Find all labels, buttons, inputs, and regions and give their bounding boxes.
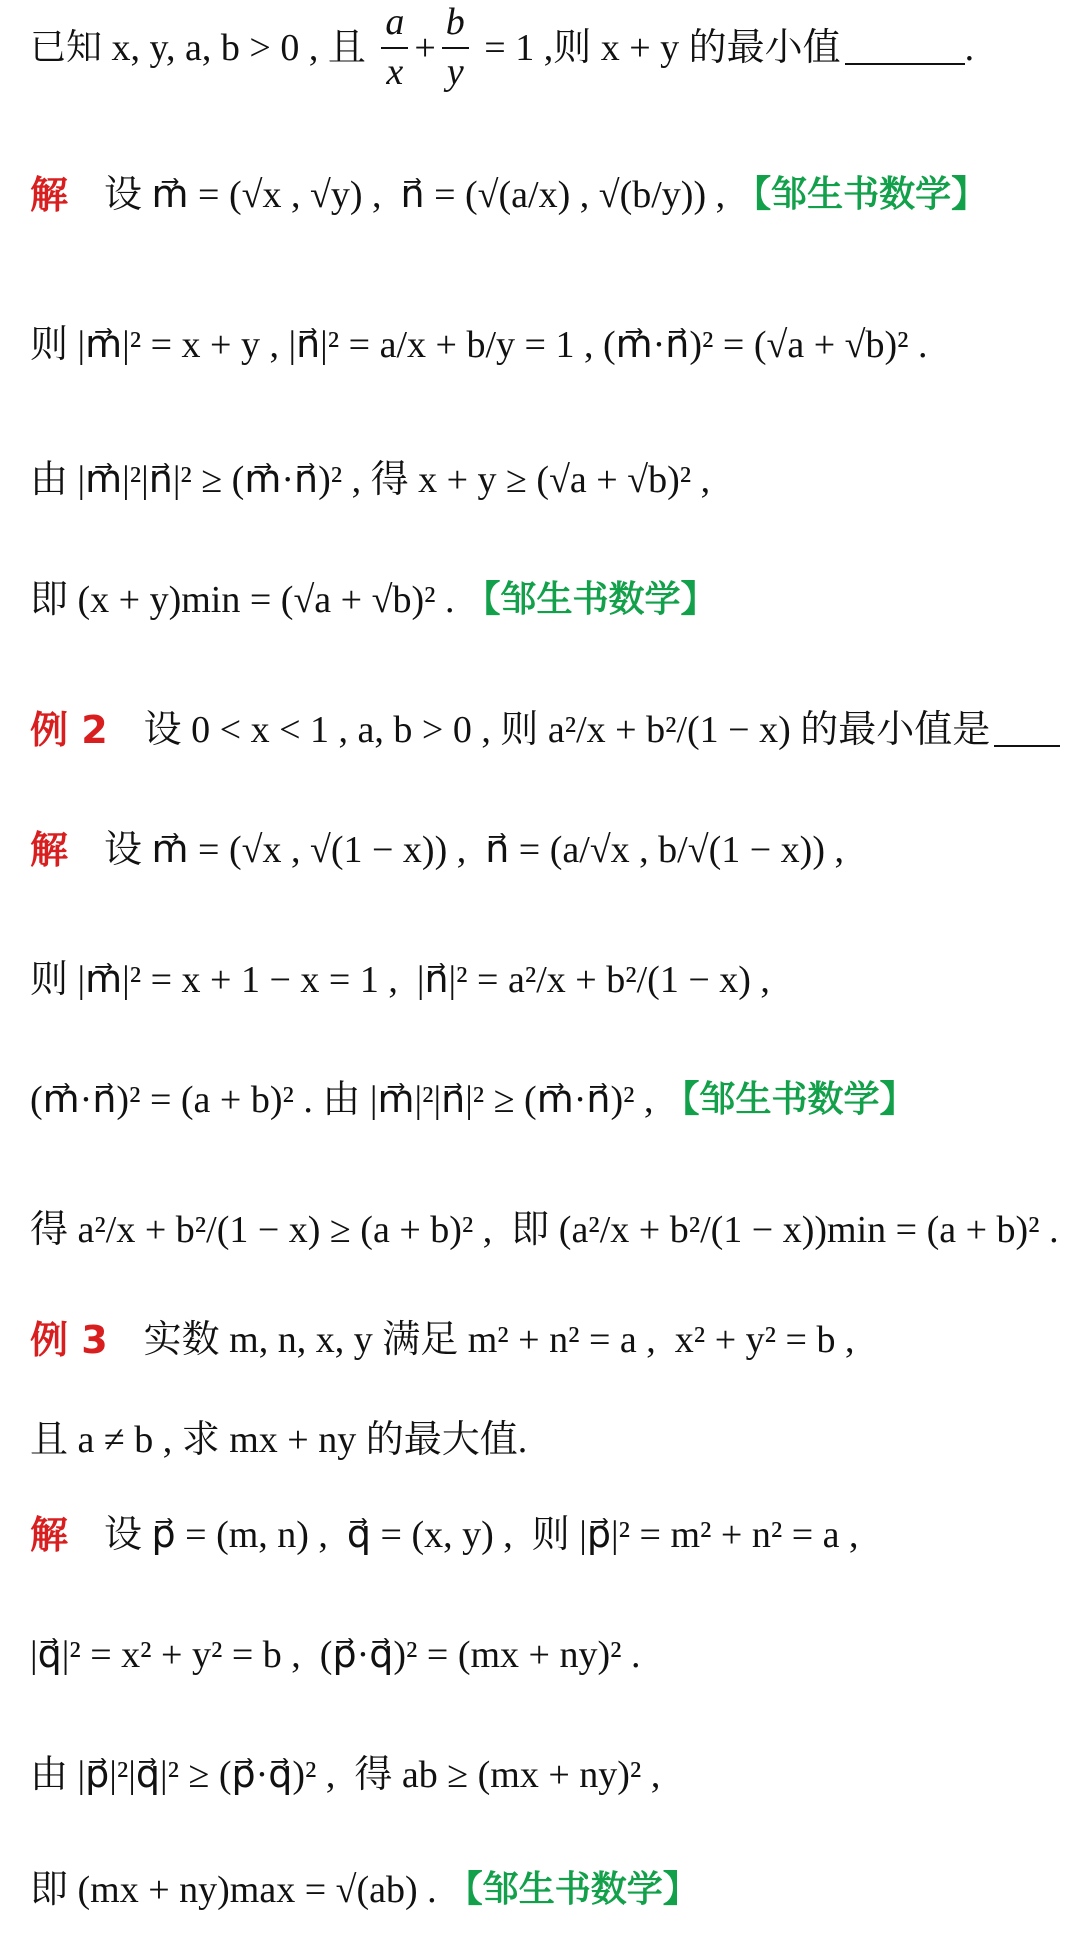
solution-2-line-1 [30, 810, 1060, 890]
problem-1-statement: 已知 x, y, a, b > 0 , 且 $\frac{a}{x}$ + $\frac{b}{y}$ = 1 , 则 x + y 的最小值 . [30, 1, 975, 93]
example-3-statement-2 [30, 1410, 1060, 1470]
example-3-math-2: 且 a ≠ b , 求 mx + ny 的最大值. [30, 1419, 528, 1461]
brand-tag: 【邹生书数学】 [446, 1869, 699, 1910]
example-3-statement-1 [30, 1310, 1060, 1370]
solution-1-line-1 [30, 150, 1060, 240]
example-2-math: 设 0 < x < 1 , a, b > 0 , 则 a²/x + b²/(1 − x) 的最小值是 [143, 709, 991, 751]
example-3-math-1: 实数 m, n, x, y 满足 m² + n² = a , x² + y² = b , [143, 1319, 855, 1361]
solution-2-line-2 [30, 940, 1060, 1020]
solution-2-math-2: 则 |m⃗|² = x + 1 − x = 1 , |n⃗|² = a²/x + b²/(1 − x) , [30, 959, 770, 1001]
solution-3-math-2: |q⃗|² = x² + y² = b , (p⃗·q⃗)² = (mx + ny)² . [30, 1634, 641, 1676]
solution-1-math-2: 则 |m⃗|² = x + y , |n⃗|² = a/x + b/y = 1 , (m⃗·n⃗)² = (√a + √b)² . [30, 324, 928, 366]
solution-label: 解 [30, 828, 69, 872]
solution-3-math-1: 设 p⃗ = (m, n) , q⃗ = (x, y) , 则 |p⃗|² = m² + n² = a , [104, 1514, 859, 1556]
solution-label: 解 [30, 1513, 69, 1557]
solution-1-line-3 [30, 450, 1060, 510]
solution-2-math-3: (m⃗·n⃗)² = (a + b)² . 由 |m⃗|²|n⃗|² ≥ (m⃗·n⃗)² , [30, 1079, 654, 1121]
answer-blank-2 [994, 713, 1060, 747]
brand-tag: 【邹生书数学】 [663, 1079, 916, 1120]
problem-1-math: x, y, a, b > 0 , 且 [102, 27, 376, 69]
problem-1-lead: 已知 [30, 27, 103, 68]
solution-label: 解 [30, 173, 69, 217]
solution-3-math-3: 由 |p⃗|²|q⃗|² ≥ (p⃗·q⃗)² , 得 ab ≥ (mx + ny)² , [30, 1754, 661, 1796]
solution-3-line-3 [30, 1745, 1060, 1805]
solution-1-line-4 [30, 570, 1060, 630]
brand-tag: 【邹生书数学】 [735, 174, 988, 215]
example-2-statement [30, 690, 1060, 770]
solution-2-line-4 [30, 1190, 1060, 1270]
solution-2-math-1: 设 m⃗ = (√x , √(1 − x)) , n⃗ = (a/√x , b/√(1 − x)) , [104, 829, 844, 871]
solution-3-line-4 [30, 1860, 1060, 1920]
solution-2-line-3 [30, 1070, 1060, 1130]
solution-3-line-2 [30, 1625, 1060, 1685]
solution-1-math-3: 由 |m⃗|²|n⃗|² ≥ (m⃗·n⃗)² , 得 x + y ≥ (√a + √b)² , [30, 459, 711, 501]
solution-1-line-2 [30, 300, 1060, 390]
solution-3-line-1 [30, 1505, 1060, 1565]
solution-2-math-4: 得 a²/x + b²/(1 − x) ≥ (a + b)² , 即 (a²/x + b²/(1 − x))min = (a + b)² . [30, 1209, 1059, 1251]
solution-1-math-4: 即 (x + y)min = (√a + √b)² . [30, 579, 455, 621]
answer-blank-1 [845, 31, 965, 65]
example-2-label: 例 2 [30, 708, 108, 752]
solution-3-math-4: 即 (mx + ny)max = √(ab) . [30, 1869, 437, 1911]
brand-tag: 【邹生书数学】 [464, 579, 717, 620]
problem-1-question: 则 x + y 的最小值 [553, 27, 841, 69]
example-3-label: 例 3 [30, 1318, 108, 1362]
fraction-b-over-y: $\frac{b}{y}$ [442, 3, 469, 93]
solution-1-math-1: 设 m⃗ = (√x , √y) , n⃗ = (√(a/x) , √(b/y)) , [104, 174, 726, 216]
problem-1-eq: = 1 , [474, 27, 554, 69]
fraction-a-over-x: $\frac{a}{x}$ [381, 3, 408, 93]
